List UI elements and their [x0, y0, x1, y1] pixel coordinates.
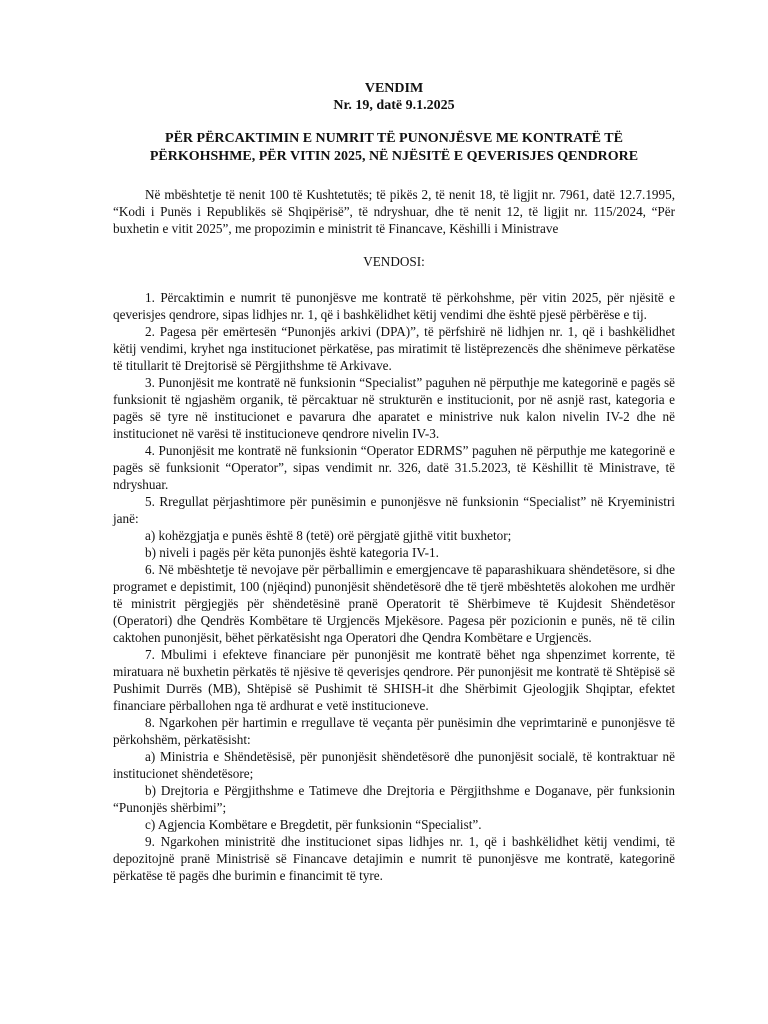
- article-8-point-a: a) Ministria e Shëndetësisë, për punonjësit shëndetësorë dhe punonjësit socialë, të kontraktuar në institucionet shëndetësore;: [113, 749, 675, 781]
- decision-document: [113, 80, 675, 884]
- decides-heading: VENDOSI:: [363, 254, 425, 269]
- article-8-point-b: b) Drejtoria e Përgjithshme e Tatimeve dhe Drejtoria e Përgjithshme e Doganave, për funksionin “Punonjës shërbimi”;: [113, 783, 675, 815]
- article-8-point-c: c) Agjencia Kombëtare e Bregdetit, për funksionin “Specialist”.: [145, 817, 482, 832]
- document-title: VENDIM: [364, 81, 424, 96]
- article-6: 6. Në mbështetje të nevojave për përballimin e emergjencave të paparashikuara shëndetësore, si dhe programet e depistimit, 100 (njëqind) punonjësit shëndetësorë dhe të tjerë mbështetës alokohen me urdhër të ministrit përgjegjës për shëndetësinë pranë Operatorit të Shërbimeve të Kujdesit Shëndetësor (Operatori) dhe Qendrës Kombëtare të Urgjencës Mjekësore. Pagesa për pozicionin e punës, në të cilin caktohen punonjësit, bëhet përkatësisht nga Operatori dhe Qendra Kombëtare e Urgjencës.: [113, 562, 675, 645]
- article-3: 3. Punonjësit me kontratë në funksionin “Specialist” paguhen në përputhje me kategorinë e pagës së funksionit të ngjashëm organik, të përcaktuar në strukturën e institucionit, por në asnjë rast, kategoria e pagës së tyre në institucionet e pavarura dhe aparatet e ministrive nuk kalon nivelin IV-2 dhe në institucionet në varësi të institucioneve qendrore nivelin IV-3.: [113, 375, 675, 441]
- decision-subject: PËR PËRCAKTIMIN E NUMRIT TË PUNONJËSVE ME KONTRATË TË PËRKOHSHME, PËR VITIN 2025, NË NJËSITË E QEVERISJES QENDRORE: [149, 131, 639, 164]
- preamble-paragraph: Në mbështetje të nenit 100 të Kushtetutës; të pikës 2, të nenit 18, të ligjit nr. 7961, datë 12.7.1995, “Kodi i Punës i Republikës së Shqipërisë”, të ndryshuar, dhe të nenit 12, të ligjit nr. 115/2024, “Për buxhetin e vitit 2025”, me propozimin e ministrit të Financave, Këshilli i Ministrave: [113, 187, 675, 236]
- article-2: 2. Pagesa për emërtesën “Punonjës arkivi (DPA)”, të përfshirë në lidhjen nr. 1, që i bashkëlidhet këtij vendimi, kryhet nga institucionet përkatëse, pas miratimit të listëprezencës dhe shënimeve përkatëse të titullarit të Drejtorisë së Përgjithshme të Arkivave.: [113, 324, 675, 373]
- article-9: 9. Ngarkohen ministritë dhe institucionet sipas lidhjes nr. 1, që i bashkëlidhet këtij vendimi, të depozitojnë pranë Ministrisë së Financave detajimin e numrit të punonjësve me kontratë, kategorinë përkatëse të pagës dhe burimin e financimit të tyre.: [113, 834, 675, 883]
- article-4: 4. Punonjësit me kontratë në funksionin “Operator EDRMS” paguhen në përputhje me kategorinë e pagës së funksionit “Operator”, sipas vendimit nr. 326, datë 31.5.2023, të Këshillit të Ministrave, të ndryshuar.: [113, 443, 675, 492]
- article-8: 8. Ngarkohen për hartimin e rregullave të veçanta për punësimin dhe veprimtarinë e punonjësve të përkohshëm, përkatësisht:: [113, 715, 675, 747]
- article-5-point-b: b) niveli i pagës për këta punonjës është kategoria IV-1.: [145, 545, 439, 560]
- article-5-point-a: a) kohëzgjatja e punës është 8 (tetë) orë përgjatë gjithë vitit buxhetor;: [145, 528, 512, 543]
- decision-number: Nr. 19, datë 9.1.2025: [333, 98, 455, 113]
- article-5: 5. Rregullat përjashtimore për punësimin e punonjësve në funksionin “Specialist” në Kryeministri janë:: [113, 494, 675, 526]
- article-7: 7. Mbulimi i efekteve financiare për punonjësit me kontratë bëhet nga shpenzimet korrente, të miratuara në buxhetin përkatës të njësive të qeverisjes qendrore. Për punonjësit me kontratë të Shtëpisë së Pushimit Durrës (MB), Shtëpisë së Pushimit të SHISH-it dhe Shërbimit Gjeologjik Shqiptar, efektet financiare përballohen nga të ardhurat e vetë institucioneve.: [113, 647, 675, 713]
- article-1: 1. Përcaktimin e numrit të punonjësve me kontratë të përkohshme, për vitin 2025, për njësitë e qeverisjes qendrore, sipas lidhjes nr. 1, që i bashkëlidhet këtij vendimi dhe është pjesë përbërëse e tij.: [113, 290, 675, 322]
